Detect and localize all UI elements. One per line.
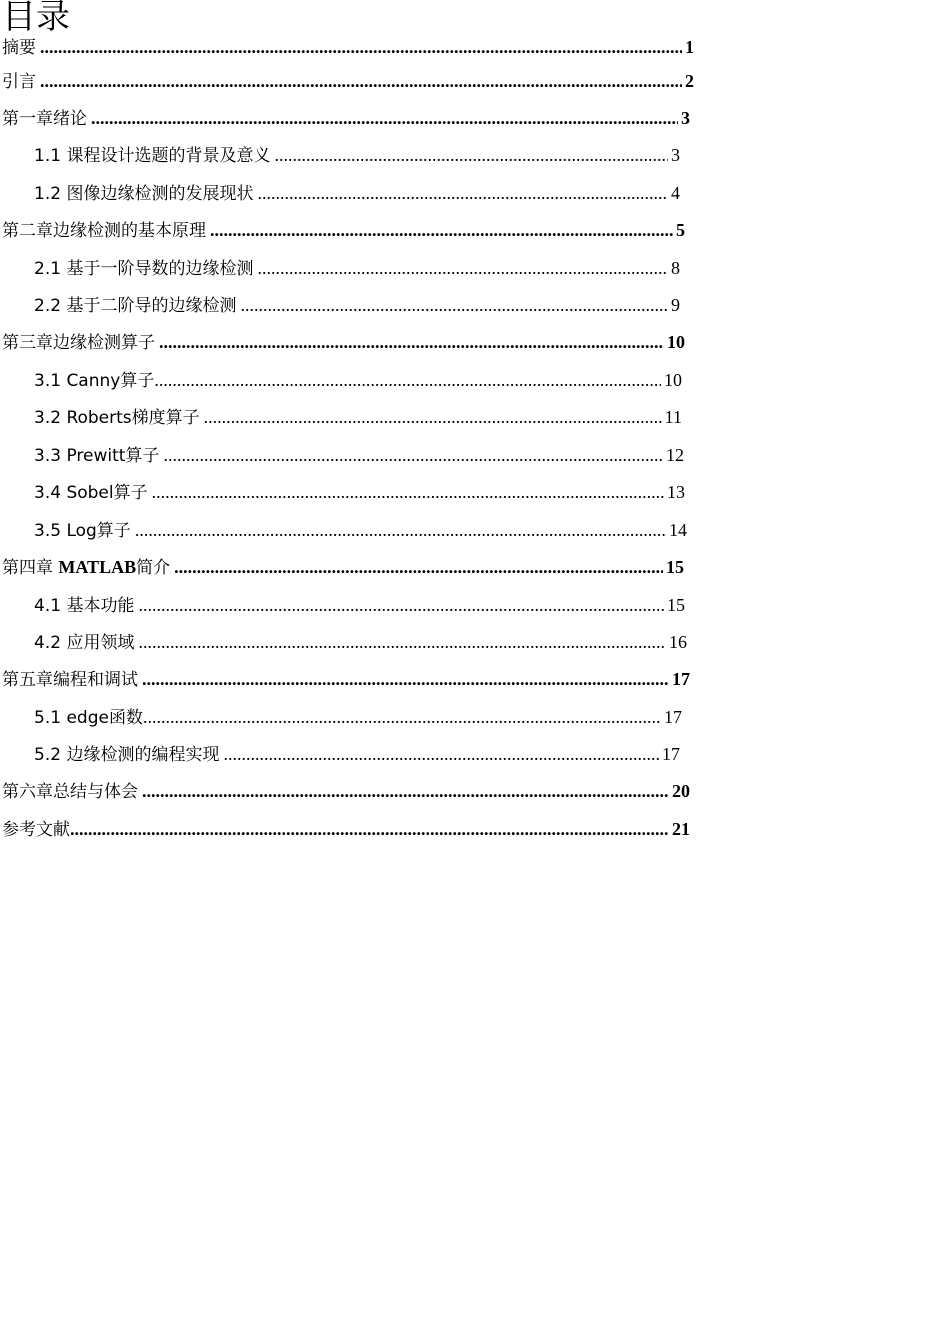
toc-entry-title: 摘要 <box>2 38 36 58</box>
toc-entry-title: 第四章 <box>2 558 59 578</box>
toc-leader-dots <box>91 107 678 129</box>
toc-page-number: 21 <box>672 819 690 839</box>
toc-page-number: 4 <box>671 183 680 203</box>
toc-page-number: 1 <box>685 37 694 57</box>
toc-page-number: 5 <box>676 220 685 240</box>
toc-page-number: 17 <box>664 707 682 727</box>
toc-entry-chapter-4[interactable] <box>2 556 684 579</box>
toc-entry-4-1[interactable] <box>34 594 685 617</box>
toc-entry-5-2[interactable] <box>34 743 680 766</box>
toc-leader-dots <box>174 556 663 578</box>
toc-entry-title: 引言 <box>2 72 36 92</box>
toc-page-number: 16 <box>669 632 687 652</box>
toc-leader-dots <box>159 331 664 353</box>
toc-page-number: 3 <box>671 145 680 165</box>
toc-entry-2-1[interactable] <box>34 257 680 280</box>
toc-page-number: 20 <box>672 781 690 801</box>
toc-entry-title-suffix: 简介 <box>136 558 171 578</box>
toc-entry-title-latin: MATLAB <box>58 557 137 577</box>
toc-entry-title: 第五章编程和调试 <box>2 670 138 690</box>
toc-entry-introduction[interactable] <box>2 70 694 93</box>
toc-entry-title: 第六章总结与体会 <box>2 782 138 802</box>
toc-entry-title: 第二章边缘检测的基本原理 <box>2 221 206 241</box>
toc-entry-5-1[interactable] <box>34 706 682 729</box>
toc-entry-title: 第三章边缘检测算子 <box>2 333 155 353</box>
toc-page-number: 10 <box>664 370 682 390</box>
toc-entry-3-2[interactable] <box>34 406 682 429</box>
toc-entry-1-1[interactable] <box>34 144 680 167</box>
toc-page-number: 15 <box>667 595 685 615</box>
toc-page-number: 13 <box>667 482 685 502</box>
toc-leader-dots <box>143 706 661 728</box>
toc-leader-dots <box>274 144 668 166</box>
toc-entry-title: 1.2 图像边缘检测的发展现状 <box>34 184 254 204</box>
toc-entry-title: 3.3 Prewitt算子 <box>34 446 160 466</box>
toc-entry-chapter-6[interactable] <box>2 780 690 803</box>
toc-page-number: 17 <box>662 744 680 764</box>
toc-leader-dots <box>210 219 673 241</box>
toc-entry-title: 5.2 边缘检测的编程实现 <box>34 745 220 765</box>
toc-leader-dots <box>142 668 669 690</box>
toc-page-number: 9 <box>671 295 680 315</box>
toc-entry-title: 1.1 课程设计选题的背景及意义 <box>34 146 271 166</box>
toc-leader-dots <box>70 818 669 840</box>
toc-entry-title: 5.1 edge函数 <box>34 708 143 728</box>
toc-leader-dots <box>138 631 666 653</box>
toc-page-number: 12 <box>666 445 684 465</box>
toc-page-number: 14 <box>669 520 687 540</box>
toc-leader-dots <box>135 519 666 541</box>
toc-leader-dots <box>240 294 668 316</box>
toc-entry-1-2[interactable] <box>34 182 680 205</box>
toc-entry-chapter-1[interactable] <box>2 107 690 130</box>
toc-leader-dots <box>163 444 663 466</box>
toc-entry-title: 第一章绪论 <box>2 109 87 129</box>
toc-entry-title: 3.1 Canny算子 <box>34 371 155 391</box>
toc-entry-title: 2.1 基于一阶导数的边缘检测 <box>34 259 254 279</box>
toc-page-number: 3 <box>681 108 690 128</box>
toc-entry-4-2[interactable] <box>34 631 687 654</box>
toc-leader-dots <box>257 182 668 204</box>
toc-entry-chapter-2[interactable] <box>2 219 685 242</box>
toc-entry-3-1[interactable] <box>34 369 682 392</box>
toc-leader-dots <box>138 594 664 616</box>
toc-entry-title: 3.4 Sobel算子 <box>34 483 148 503</box>
toc-leader-dots <box>152 481 664 503</box>
toc-leader-dots <box>154 369 661 391</box>
toc-leader-dots <box>223 743 659 765</box>
toc-leader-dots <box>40 36 682 58</box>
toc-page-number: 10 <box>667 332 685 352</box>
toc-entry-abstract[interactable] <box>2 36 694 59</box>
toc-entry-references[interactable] <box>2 818 690 841</box>
toc-leader-dots <box>40 70 682 92</box>
toc-entry-chapter-3[interactable] <box>2 331 685 354</box>
page-title: 目录 <box>2 0 70 36</box>
toc-entry-chapter-5[interactable] <box>2 668 690 691</box>
toc-entry-title: 3.5 Log算子 <box>34 521 131 541</box>
toc-page-number: 8 <box>671 258 680 278</box>
toc-page-number: 15 <box>666 557 684 577</box>
toc-leader-dots <box>142 780 669 802</box>
toc-entry-title: 2.2 基于二阶导的边缘检测 <box>34 296 237 316</box>
toc-leader-dots <box>204 406 662 428</box>
toc-page-number: 17 <box>672 669 690 689</box>
toc-entry-2-2[interactable] <box>34 294 680 317</box>
toc-entry-3-5[interactable] <box>34 519 687 542</box>
toc-page-number: 11 <box>664 407 682 427</box>
toc-entry-title: 4.1 基本功能 <box>34 596 135 616</box>
toc-entry-title: 4.2 应用领域 <box>34 633 135 653</box>
toc-entry-3-3[interactable] <box>34 444 684 467</box>
toc-leader-dots <box>257 257 668 279</box>
toc-entry-3-4[interactable] <box>34 481 685 504</box>
toc-entry-title: 参考文献 <box>2 820 70 840</box>
toc-entry-title: 3.2 Roberts梯度算子 <box>34 408 200 428</box>
toc-page-number: 2 <box>685 71 694 91</box>
